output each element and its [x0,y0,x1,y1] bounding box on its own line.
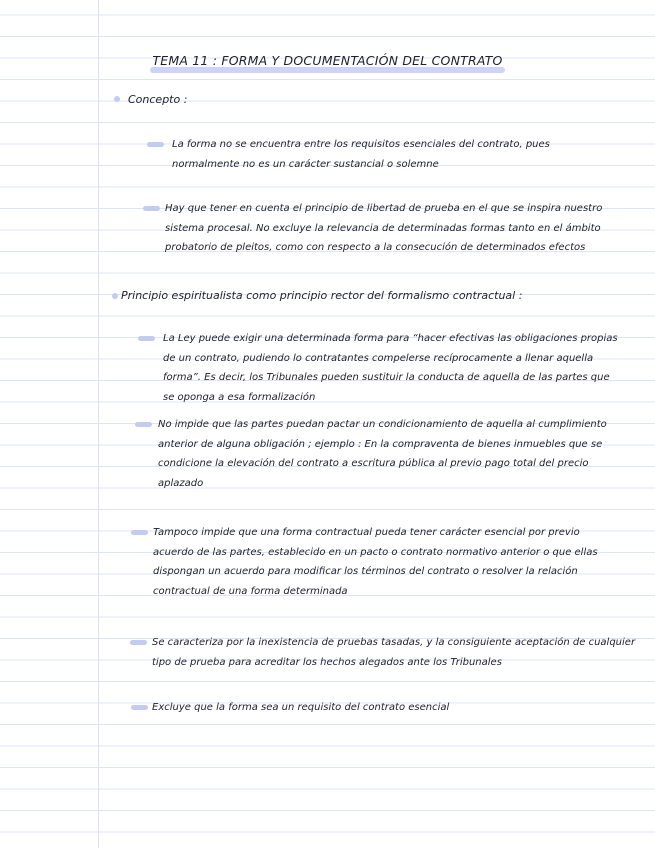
list-item: Excluye que la forma sea un requisito del contrato esencial [152,702,450,713]
bullet-dot [112,293,118,299]
section-heading: Principio espiritualista como principio rector del formalismo contractual : [121,289,523,302]
title-container [0,50,655,69]
page-title [150,53,504,68]
section-heading: Concepto : [128,93,188,106]
page-title-text: TEMA 11 : FORMA Y DOCUMENTACIÓN DEL CONTRATO [152,53,503,68]
dash-bullet [135,422,152,427]
dash-bullet [147,142,164,147]
list-item: No impide que las partes puedan pactar un condicionamiento de aquella al cumplimiento anterior de alguna obligación ; ejemplo : En la compraventa de bienes inmuebles que se condicione la elevación del contrato a escritura pública al previo pago total del precio aplazado [158,419,607,489]
dash-bullet [131,530,148,535]
list-item: La forma no se encuentra entre los requisitos esenciales del contrato, pues normalmente no es un carácter sustancial o solemne [172,139,550,170]
list-item: Tampoco impide que una forma contractual pueda tener carácter esencial por previo acuerdo de las partes, establecido en un pacto o contrato normativo anterior o que ellas dispongan un acuerdo para modificar los términos del contrato o resolver la relación contractual de una forma determinada [153,527,598,597]
list-item: La Ley puede exigir una determinada forma para “hacer efectivas las obligaciones propias de un contrato, pudiendo lo contratantes compelerse recíprocamente a llenar aquella forma”. Es decir, los Tribunales pueden sustituir la conducta de aquella de las partes que se oponga a esa formalización [163,333,618,403]
dash-bullet [130,640,147,645]
list-item: Hay que tener en cuenta el principio de libertad de prueba en el que se inspira nuestro sistema procesal. No excluye la relevancia de determinadas formas tanto en el ámbito probatorio de pleitos, como con respecto a la consecución de determinados efectos [165,203,603,253]
dash-bullet [131,705,148,710]
list-item: Se caracteriza por la inexistencia de pruebas tasadas, y la consiguiente aceptación de cualquier tipo de prueba para acreditar los hechos alegados ante los Tribunales [152,637,636,668]
notebook-margin-line [98,0,99,848]
bullet-dot [114,96,120,102]
dash-bullet [143,206,160,211]
dash-bullet [138,336,155,341]
